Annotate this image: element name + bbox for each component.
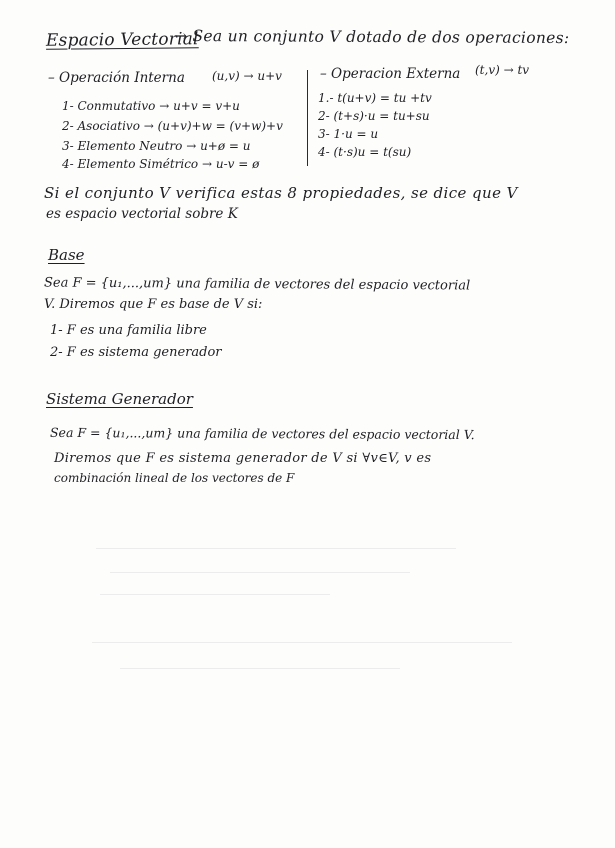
bleed-through-mark: [100, 594, 330, 595]
externa-item: 2- (t+s)·u = tu+su: [318, 109, 430, 123]
base-line: Sea F = {u₁,...,um} una familia de vectores del espacio vectorial: [43, 275, 471, 294]
bleed-through-mark: [110, 572, 410, 573]
externa-header: – Operacion Externa: [320, 66, 461, 82]
interna-formula: (u,v) → u+v: [212, 69, 282, 83]
externa-formula: (t,v) → tv: [475, 63, 530, 77]
bleed-through-mark: [92, 642, 512, 643]
bleed-through-mark: [96, 548, 456, 549]
generador-line: Diremos que F es sistema generador de V si ∀v∈V, v es: [54, 451, 432, 466]
interna-item: 2- Asociativo → (u+v)+w = (v+w)+v: [62, 119, 283, 133]
column-separator: [307, 70, 308, 166]
base-item: 2- F es sistema generador: [50, 345, 222, 360]
interna-item: 3- Elemento Neutro → u+ø = u: [62, 139, 251, 153]
generador-line: Sea F = {u₁,...,um} una familia de vectores del espacio vectorial V.: [49, 424, 475, 443]
interna-header: – Operación Interna: [48, 70, 185, 86]
conclusion-line: es espacio vectorial sobre K: [46, 206, 238, 222]
section-title-sistema-generador: Sistema Generador: [46, 390, 193, 408]
section-title-espacio-vectorial: Espacio Vectorial: [45, 29, 199, 51]
interna-item: 1- Conmutativo → u+v = v+u: [62, 99, 240, 113]
externa-item: 1.- t(u+v) = tu +tv: [318, 91, 432, 105]
conclusion-line: Si el conjunto V verifica estas 8 propiedades, se dice que V: [44, 184, 518, 202]
interna-item: 4- Elemento Simétrico → u-v = ø: [62, 157, 260, 171]
externa-item: 4- (t·s)u = t(su): [318, 145, 412, 159]
base-item: 1- F es una familia libre: [50, 323, 207, 338]
generador-line: combinación lineal de los vectores de F: [54, 471, 295, 485]
section-title-base: Base: [48, 246, 85, 264]
base-line: V. Diremos que F es base de V si:: [44, 297, 263, 312]
externa-item: 3- 1·u = u: [318, 127, 379, 141]
bleed-through-mark: [120, 668, 400, 669]
section-intro: → Sea un conjunto V dotado de dos operaciones:: [173, 26, 570, 48]
